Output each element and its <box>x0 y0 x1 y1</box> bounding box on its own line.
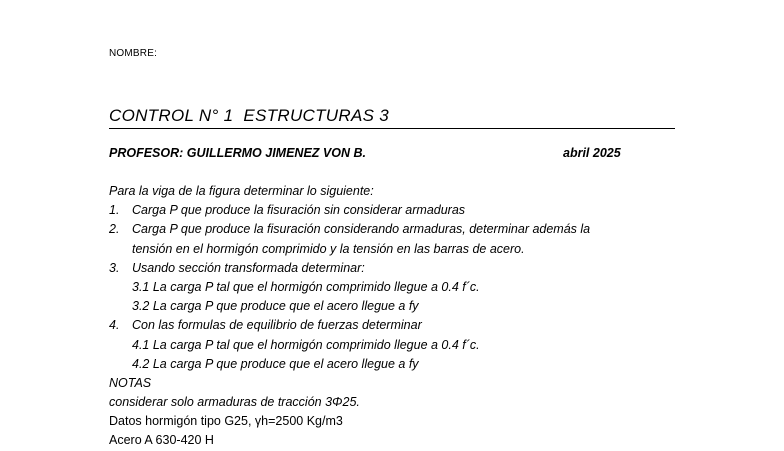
list-item <box>109 220 669 239</box>
notes-heading: NOTAS <box>109 375 152 390</box>
list-item-text: Usando sección transformada determinar: <box>132 260 365 275</box>
list-number: 1. <box>109 203 120 218</box>
list-item-continuation: tensión en el hormigón comprimido y la tensión en las barras de acero. <box>132 241 525 256</box>
intro-text: Para la viga de la figura determinar lo siguiente: <box>109 184 374 198</box>
note-line: Acero A 630-420 H <box>109 433 214 448</box>
sub-item: 4.2 La carga P que produce que el acero llegue a fy <box>132 356 419 371</box>
sub-item: 3.1 La carga P tal que el hormigón comprimido llegue a 0.4 f´c. <box>132 279 480 294</box>
list-item <box>109 259 669 278</box>
list-number: 4. <box>109 318 120 333</box>
sub-item: 4.1 La carga P tal que el hormigón comprimido llegue a 0.4 f´c. <box>132 337 480 352</box>
professor-line: PROFESOR: GUILLERMO JIMENEZ VON B. <box>109 146 366 160</box>
date: abril 2025 <box>563 146 621 160</box>
title-underline <box>109 128 675 129</box>
document-title: CONTROL N° 1 ESTRUCTURAS 3 <box>109 106 390 125</box>
list-item <box>109 316 669 335</box>
list-number: 3. <box>109 260 120 275</box>
document-body <box>109 182 669 451</box>
list-item-text: Con las formulas de equilibrio de fuerzas determinar <box>132 318 422 333</box>
note-line: considerar solo armaduras de tracción 3Φ25. <box>109 395 360 410</box>
list-item-text: Carga P que produce la fisuración considerando armaduras, determinar además la <box>132 222 591 237</box>
sub-item: 3.2 La carga P que produce que el acero llegue a fy <box>132 299 419 314</box>
list-item-text: Carga P que produce la fisuración sin considerar armaduras <box>132 203 466 218</box>
list-number: 2. <box>109 222 120 237</box>
list-item <box>109 201 669 220</box>
name-label: NOMBRE: <box>109 48 158 59</box>
note-line: Datos hormigón tipo G25, γh=2500 Kg/m3 <box>109 414 343 429</box>
